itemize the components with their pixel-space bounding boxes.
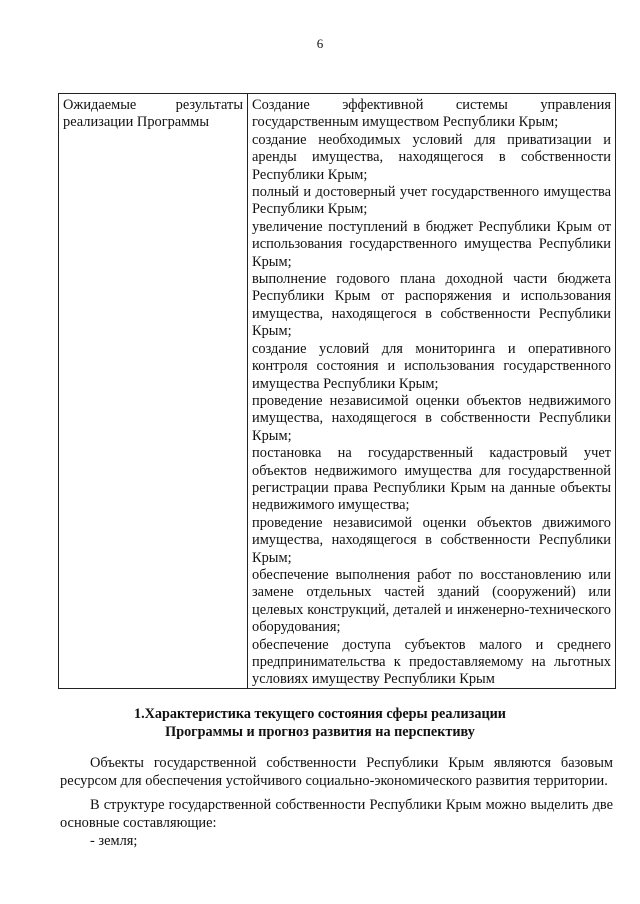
- section-heading-line2: Программы и прогноз развития на перспективу: [165, 724, 475, 740]
- result-item: создание условий для мониторинга и оперативного контроля состояния и использования государственного имущества Республики Крым;: [252, 340, 611, 392]
- section-heading: [0, 705, 640, 741]
- result-item: выполнение годового плана доходной части бюджета Республики Крым от распоряжения и использования имущества, находящегося в собственности Республики Крым;: [252, 271, 611, 340]
- body-list-item: - земля;: [90, 833, 138, 849]
- table-right-cell: [248, 94, 615, 688]
- table-left-cell: [59, 94, 248, 688]
- result-item: постановка на государственный кадастровый учет объектов недвижимого имущества для государственной регистрации права Республики Крым на данные объекты недвижимого имущества;: [252, 445, 611, 514]
- result-item: создание необходимых условий для приватизации и аренды имущества, находящегося в собственности Республики Крым;: [252, 131, 611, 183]
- result-item: проведение независимой оценки объектов недвижимого имущества, находящегося в собственности Республики Крым;: [252, 392, 611, 444]
- section-body: [60, 754, 613, 850]
- result-item: обеспечение доступа субъектов малого и среднего предпринимательства к предоставляемому на льготных условиях имуществу Республики Крым: [252, 636, 611, 688]
- result-item: обеспечение выполнения работ по восстановлению или замене отдельных частей зданий (сооружений) или целевых конструкций, деталей и инженерно-технического оборудования;: [252, 566, 611, 636]
- result-item: полный и достоверный учет государственного имущества Республики Крым;: [252, 184, 611, 218]
- expected-results-table: [58, 93, 616, 689]
- expected-results-label: Ожидаемые результаты реализации Программы: [63, 97, 243, 131]
- section-heading-line1: 1.Характеристика текущего состояния сферы реализации: [134, 706, 506, 722]
- result-item: проведение независимой оценки объектов движимого имущества, находящегося в собственности Республики Крым;: [252, 514, 611, 566]
- body-paragraph: В структуре государственной собственности Республики Крым можно выделить две основные составляющие:: [60, 797, 613, 831]
- result-item: Создание эффективной системы управления государственным имуществом Республики Крым;: [252, 97, 611, 131]
- result-item: увеличение поступлений в бюджет Республики Крым от использования государственного имущества Республики Крым;: [252, 218, 611, 270]
- page-number: 6: [316, 36, 324, 51]
- body-paragraph: Объекты государственной собственности Республики Крым являются базовым ресурсом для обеспечения устойчивого социально-экономического развития территории.: [60, 755, 613, 789]
